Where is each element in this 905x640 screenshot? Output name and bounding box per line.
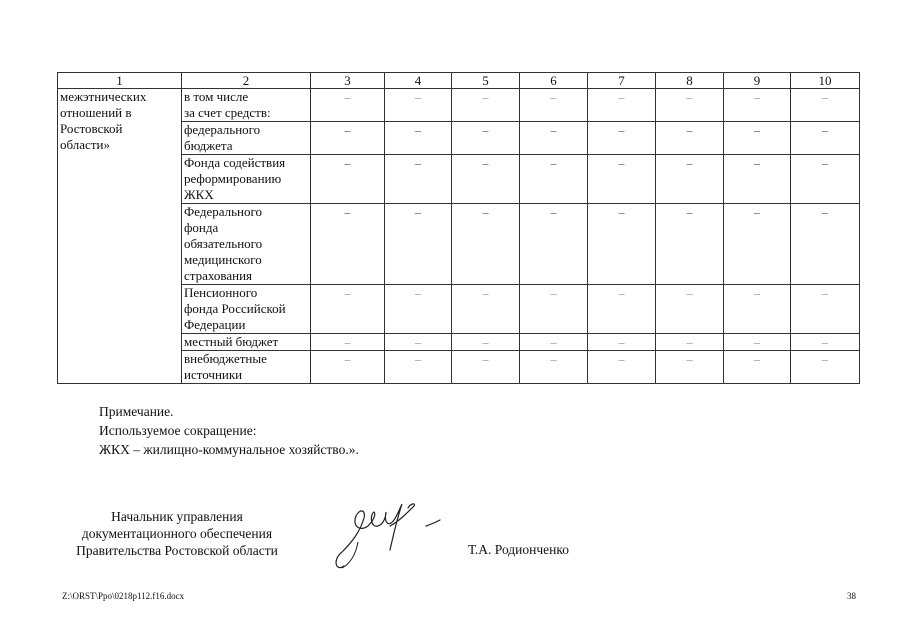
value-cell: – [385, 334, 452, 351]
column-header: 10 [791, 73, 860, 89]
value-cell: – [656, 204, 724, 285]
value-cell: – [311, 122, 385, 155]
value-cell: – [311, 351, 385, 384]
funding-source-line: внебюджетные [184, 351, 267, 366]
value-cell: – [724, 155, 791, 204]
value-cell: – [385, 351, 452, 384]
funding-source-line: фонда Российской [184, 301, 286, 316]
funding-source-line: бюджета [184, 138, 233, 153]
funding-source-line: реформированию [184, 171, 282, 186]
funding-source-line: федерального [184, 122, 261, 137]
value-cell: – [452, 334, 520, 351]
value-cell: – [656, 89, 724, 122]
funding-source-line: за счет средств: [184, 105, 271, 120]
value-cell: – [385, 285, 452, 334]
value-cell: – [791, 204, 860, 285]
value-cell: – [520, 351, 588, 384]
value-cell: – [588, 122, 656, 155]
value-cell: – [724, 122, 791, 155]
value-cell: – [520, 285, 588, 334]
program-name-line: отношений в [60, 105, 132, 120]
signatory-title-line: документационного обеспечения [81, 526, 273, 541]
budget-sources-table [57, 72, 860, 384]
file-path: Z:\ORST\Ppo\0218p112.f16.docx [62, 591, 185, 601]
value-cell: – [588, 285, 656, 334]
value-cell: – [791, 334, 860, 351]
signatory-name: Т.А. Родионченко [468, 542, 569, 557]
funding-source-line: обязательного [184, 236, 263, 251]
program-name-line: области» [60, 137, 110, 152]
value-cell: – [656, 155, 724, 204]
value-cell: – [588, 155, 656, 204]
funding-source-line: Федерального [184, 204, 263, 219]
column-header: 8 [656, 73, 724, 89]
value-cell: – [385, 204, 452, 285]
value-cell: – [724, 204, 791, 285]
value-cell: – [588, 204, 656, 285]
table-row [58, 89, 860, 122]
value-cell: – [588, 89, 656, 122]
note-line: Используемое сокращение: [99, 423, 257, 438]
value-cell: – [452, 351, 520, 384]
table-header-row [58, 73, 860, 89]
value-cell: – [791, 155, 860, 204]
value-cell: – [588, 334, 656, 351]
funding-source-cell [182, 89, 311, 122]
funding-source-line: медицинского [184, 252, 262, 267]
value-cell: – [656, 285, 724, 334]
column-header: 2 [182, 73, 311, 89]
value-cell: – [520, 155, 588, 204]
value-cell: – [452, 155, 520, 204]
value-cell: – [724, 285, 791, 334]
funding-source-cell [182, 155, 311, 204]
value-cell: – [724, 89, 791, 122]
value-cell: – [520, 204, 588, 285]
value-cell: – [724, 351, 791, 384]
value-cell: – [791, 285, 860, 334]
value-cell: – [791, 89, 860, 122]
funding-source-cell [182, 122, 311, 155]
column-header: 1 [58, 73, 182, 89]
page-number: 38 [847, 591, 856, 601]
value-cell: – [656, 334, 724, 351]
program-name-cell [58, 89, 182, 384]
value-cell: – [385, 122, 452, 155]
funding-source-line: источники [184, 367, 243, 382]
note-block [99, 402, 359, 459]
value-cell: – [311, 334, 385, 351]
funding-source-cell [182, 285, 311, 334]
column-header: 3 [311, 73, 385, 89]
funding-source-cell [182, 204, 311, 285]
funding-source-line: ЖКХ [184, 187, 214, 202]
value-cell: – [791, 351, 860, 384]
value-cell: – [656, 351, 724, 384]
signatory-title-line: Правительства Ростовской области [76, 543, 278, 558]
value-cell: – [656, 122, 724, 155]
funding-source-line: местный бюджет [184, 334, 279, 349]
value-cell: – [520, 122, 588, 155]
signatory-title-line: Начальник управления [111, 509, 243, 524]
funding-source-line: Федерации [184, 317, 246, 332]
value-cell: – [311, 204, 385, 285]
funding-source-cell [182, 351, 311, 384]
funding-source-line: в том числе [184, 89, 249, 104]
funding-source-line: Пенсионного [184, 285, 258, 300]
note-title: Примечание. [99, 404, 174, 419]
note-line: ЖКХ – жилищно-коммунальное хозяйство.». [99, 442, 359, 457]
funding-source-line: Фонда содействия [184, 155, 286, 170]
funding-source-line: фонда [184, 220, 219, 235]
column-header: 4 [385, 73, 452, 89]
value-cell: – [452, 89, 520, 122]
value-cell: – [311, 89, 385, 122]
program-name-line: Ростовской [60, 121, 123, 136]
value-cell: – [452, 122, 520, 155]
value-cell: – [385, 89, 452, 122]
column-header: 5 [452, 73, 520, 89]
column-header: 7 [588, 73, 656, 89]
value-cell: – [520, 334, 588, 351]
funding-source-line: страхования [184, 268, 253, 283]
value-cell: – [311, 155, 385, 204]
handwritten-signature [330, 492, 450, 582]
value-cell: – [791, 122, 860, 155]
signatory-title [52, 508, 302, 559]
column-header: 6 [520, 73, 588, 89]
column-header: 9 [724, 73, 791, 89]
value-cell: – [520, 89, 588, 122]
value-cell: – [724, 334, 791, 351]
value-cell: – [588, 351, 656, 384]
value-cell: – [452, 204, 520, 285]
program-name-line: межэтнических [60, 89, 147, 104]
value-cell: – [385, 155, 452, 204]
funding-source-cell [182, 334, 311, 351]
value-cell: – [452, 285, 520, 334]
value-cell: – [311, 285, 385, 334]
